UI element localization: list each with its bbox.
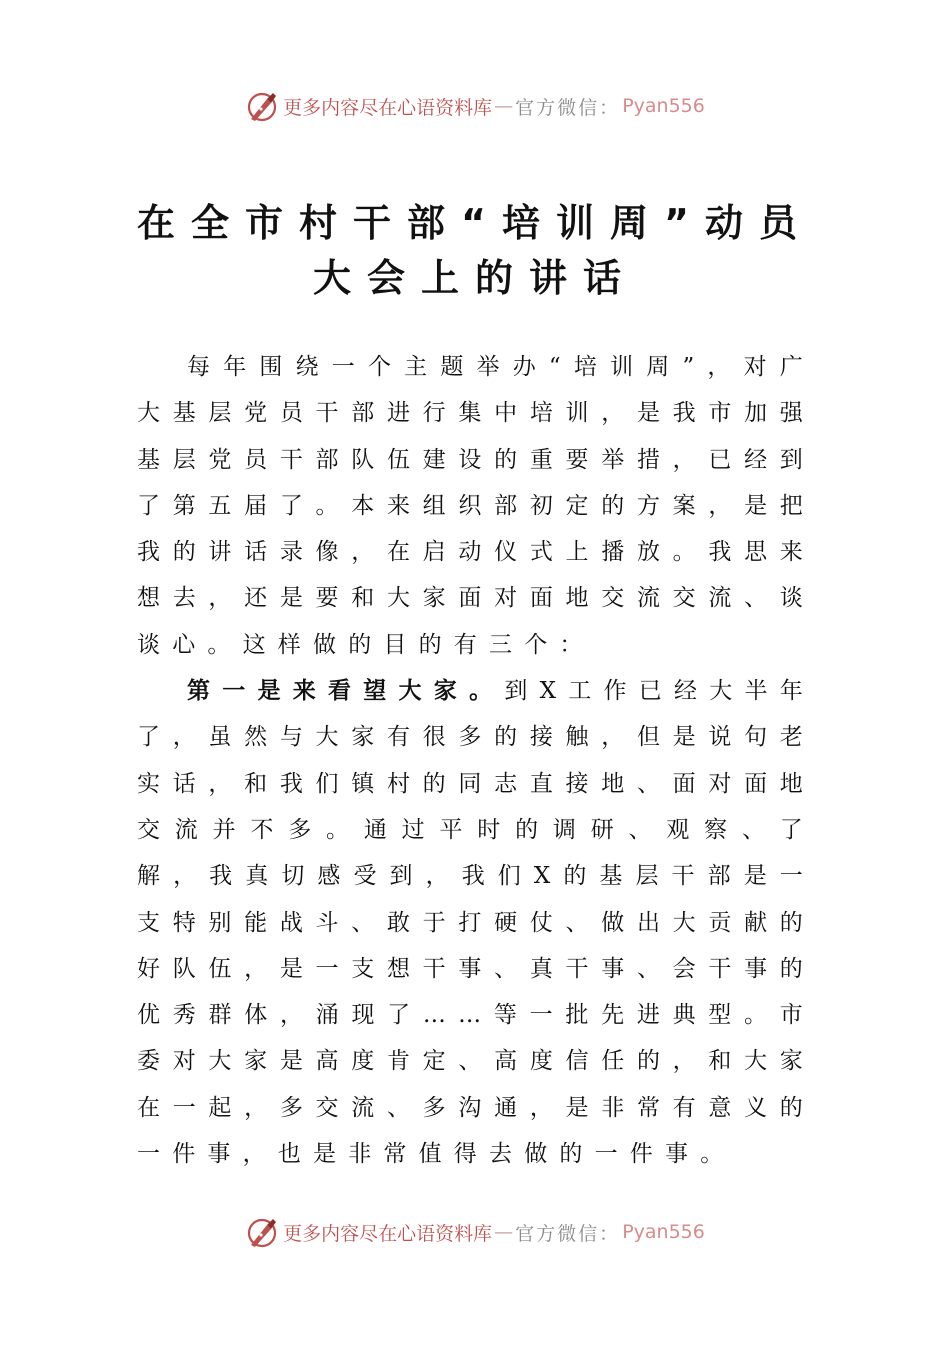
watermark-wechat-id: Pyan556 bbox=[622, 95, 705, 117]
paragraph-lead: 第一是来看望大家。 bbox=[187, 678, 505, 705]
title-line-2: 大会上的讲话 bbox=[312, 256, 637, 300]
watermark-suffix: 官方微信： bbox=[515, 96, 621, 119]
paragraph-intro bbox=[137, 344, 815, 668]
watermark-separator: — bbox=[494, 1221, 514, 1243]
paragraph-text: 每年围绕一个主题举办“培训周”，对广大基层党员干部进行集中培训，是我市加强基层党员干部队伍建设的重要举措，已经到了第五届了。本来组织部初定的方案，是把我的讲话录像，在启动仪式上播放。我思来想去，还是要和大家面对面地交流交流、谈谈心。这样做的目的有三个： bbox=[137, 354, 815, 658]
header-watermark bbox=[0, 84, 950, 128]
paragraph-text: 到X工作已经大半年了，虽然与大家有很多的接触，但是说句老实话，和我们镇村的同志直接地、面对面地交流并不多。通过平时的调研、观察、了解，我真切感受到，我们X的基层干部是一支特别能战斗、敢于打硬仗、做出大贡献的好队伍，是一支想干事、真干事、会干事的优秀群体，涌现了……等一批先进典型。市委对大家是高度肯定、高度信任的，和大家在一起，多交流、多沟通，是非常有意义的一件事，也是非常值得去做的一件事。 bbox=[137, 678, 815, 1168]
watermark-wechat-id: Pyan556 bbox=[622, 1221, 705, 1243]
watermark-brand: 更多内容尽在心语资料库 bbox=[283, 1222, 493, 1245]
fountain-pen-logo-icon bbox=[245, 1215, 279, 1249]
watermark-separator: — bbox=[494, 95, 514, 117]
watermark-brand: 更多内容尽在心语资料库 bbox=[283, 96, 493, 119]
paragraph-first-point bbox=[137, 668, 815, 1177]
watermark-suffix: 官方微信： bbox=[515, 1222, 621, 1245]
document-title bbox=[100, 196, 850, 306]
document-body bbox=[137, 344, 815, 1177]
footer-watermark bbox=[0, 1210, 950, 1254]
title-line-1: 在全市村干部“培训周”动员 bbox=[137, 201, 813, 245]
fountain-pen-logo-icon bbox=[245, 89, 279, 123]
